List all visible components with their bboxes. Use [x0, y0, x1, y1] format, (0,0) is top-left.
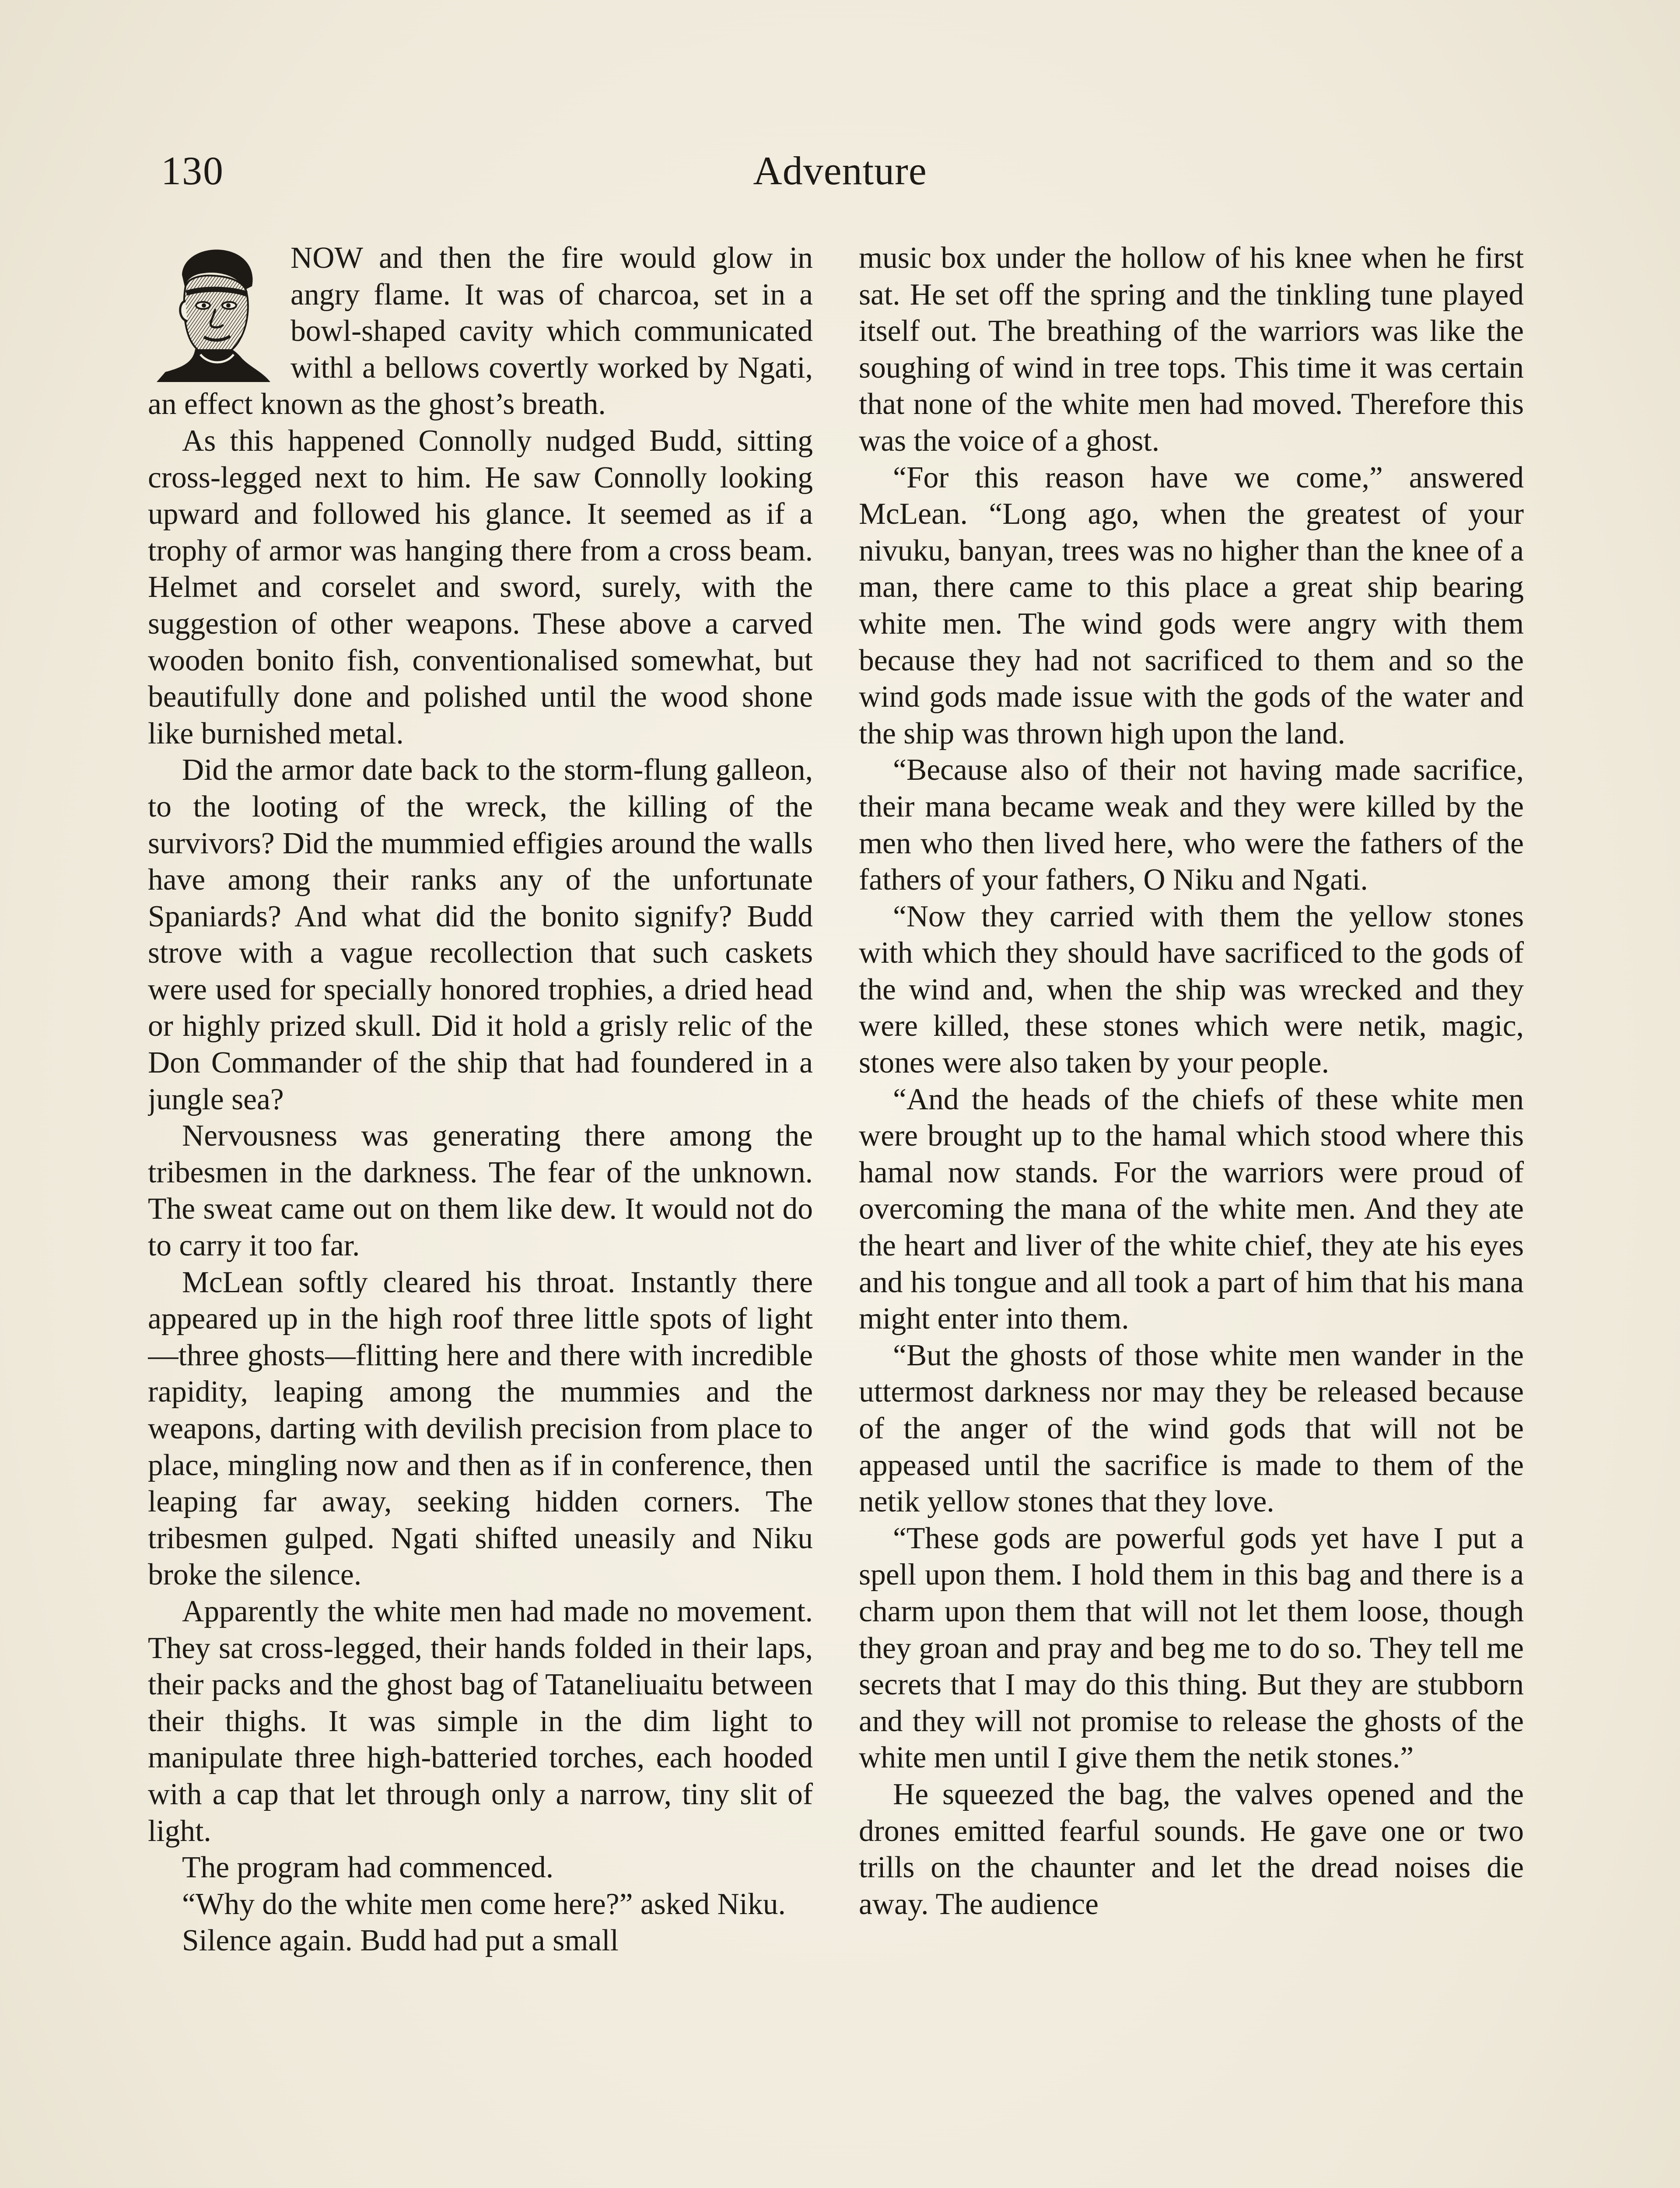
paragraph: music box under the hollow of his knee when he first sat. He set off the spring and the tinkling tune played itself out. The breathing of the warriors was like the soughing of wind in tree tops. This time it was certain that none of the white men had moved. Therefore this was the voice of a ghost.: [859, 241, 1524, 458]
paragraph: Silence again. Budd had put a small: [182, 1924, 619, 1958]
portrait-illustration-icon: [148, 244, 279, 382]
paragraph: NOW and then the fire would glow in angry flame. It was of charcoa, set in a bowl-shaped cavity which communicated withl a bellows covertly worked by Ngati, an effect known as the ghost’s breath.: [148, 241, 813, 421]
left-column: [148, 240, 813, 2188]
paragraph: “For this reason have we come,” answered McLean. “Long ago, when the greatest of your nivuku, banyan, trees was no higher than the knee of a man, there came to this place a great ship bearing white men. The wind gods were angry with them because they had not sacrificed to them and so the wind gods made issue with the gods of the water and the ship was thrown high upon the land.: [859, 460, 1524, 750]
page-number: 130: [161, 148, 224, 193]
paragraph: “And the heads of the chiefs of these white men were brought up to the hamal which stood where this hamal now stands. For the warriors were proud of overcoming the mana of the white men. And they ate the heart and liver of the white chief, they ate his eyes and his tongue and all took a part of him that his mana might enter into them.: [859, 1082, 1524, 1336]
paragraph: Nervousness was generating there among the tribesmen in the darkness. The fear of the unknown. The sweat came out on them like dew. It would not do to carry it too far.: [148, 1119, 813, 1263]
paragraph: Apparently the white men had made no movement. They sat cross-legged, their hands folded in their laps, their packs and the ghost bag of Tataneliuaitu between their thighs. It was simple in the dim light to manipulate three high-batteried torches, each hooded with a cap that let through only a narrow, tiny slit of light.: [148, 1594, 813, 1848]
page-header: [149, 144, 1531, 206]
paragraph: “But the ghosts of those white men wander in the uttermost darkness nor may they be released because of the anger of the wind gods that will not be appeased until the sacrifice is made to them of the netik yellow stones that they love.: [859, 1338, 1524, 1519]
paragraph: As this happened Connolly nudged Budd, sitting cross-legged next to him. He saw Connolly looking upward and followed his glance. It seemed as if a trophy of armor was hanging there from a cross beam. Helmet and corselet and sword, surely, with the suggestion of other weapons. These above a carved wooden bonito fish, conventionalised somewhat, but beautifully done and polished until the wood shone like burnished metal.: [148, 424, 813, 750]
paragraph: The program had commenced.: [182, 1851, 554, 1885]
paragraph: McLean softly cleared his throat. Instantly there appeared up in the high roof three little spots of light—three ghosts—flitting here and there with incredible rapidity, leaping among the mummies and the weapons, darting with devilish precision from place to place, mingling now and then as if in conference, then leaping far away, seeking hidden corners. The tribesmen gulped. Ngati shifted uneasily and Niku broke the silence.: [148, 1265, 813, 1592]
paragraph: “These gods are powerful gods yet have I put a spell upon them. I hold them in this bag and there is a charm upon them that will not let them loose, though they groan and pray and beg me to do so. They tell me secrets that I may do this thing. But they are stubborn and they will not promise to release the ghosts of the white men until I give them the netik stones.”: [859, 1521, 1524, 1775]
right-column: [859, 240, 1524, 2188]
running-title: Adventure: [753, 148, 927, 193]
paragraph: “Now they carried with them the yellow stones with which they should have sacrificed to the gods of the wind and, when the ship was wrecked and they were killed, these stones which were netik, magic, stones were also taken by your people.: [859, 899, 1524, 1080]
paragraph: “Why do the white men come here?” asked Niku.: [182, 1887, 786, 1921]
paragraph: “Because also of their not having made sacrifice, their mana became weak and they were killed by the men who then lived here, who were the fathers of the fathers of your fathers, O Niku and Ngati.: [859, 753, 1524, 897]
paragraph: Did the armor date back to the storm-flung galleon, to the looting of the wreck, the killing of the survivors? Did the mummied effigies around the walls have among their ranks any of the unfortunate Spaniards? And what did the bonito signify? Budd strove with a vague recollection that such caskets were used for specially honored trophies, a dried head or highly prized skull. Did it hold a grisly relic of the Don Commander of the ship that had foundered in a jungle sea?: [148, 753, 813, 1116]
paragraph: He squeezed the bag, the valves opened and the drones emitted fearful sounds. He gave one or two trills on the chaunter and let the dread noises die away. The audience: [859, 1777, 1524, 1921]
